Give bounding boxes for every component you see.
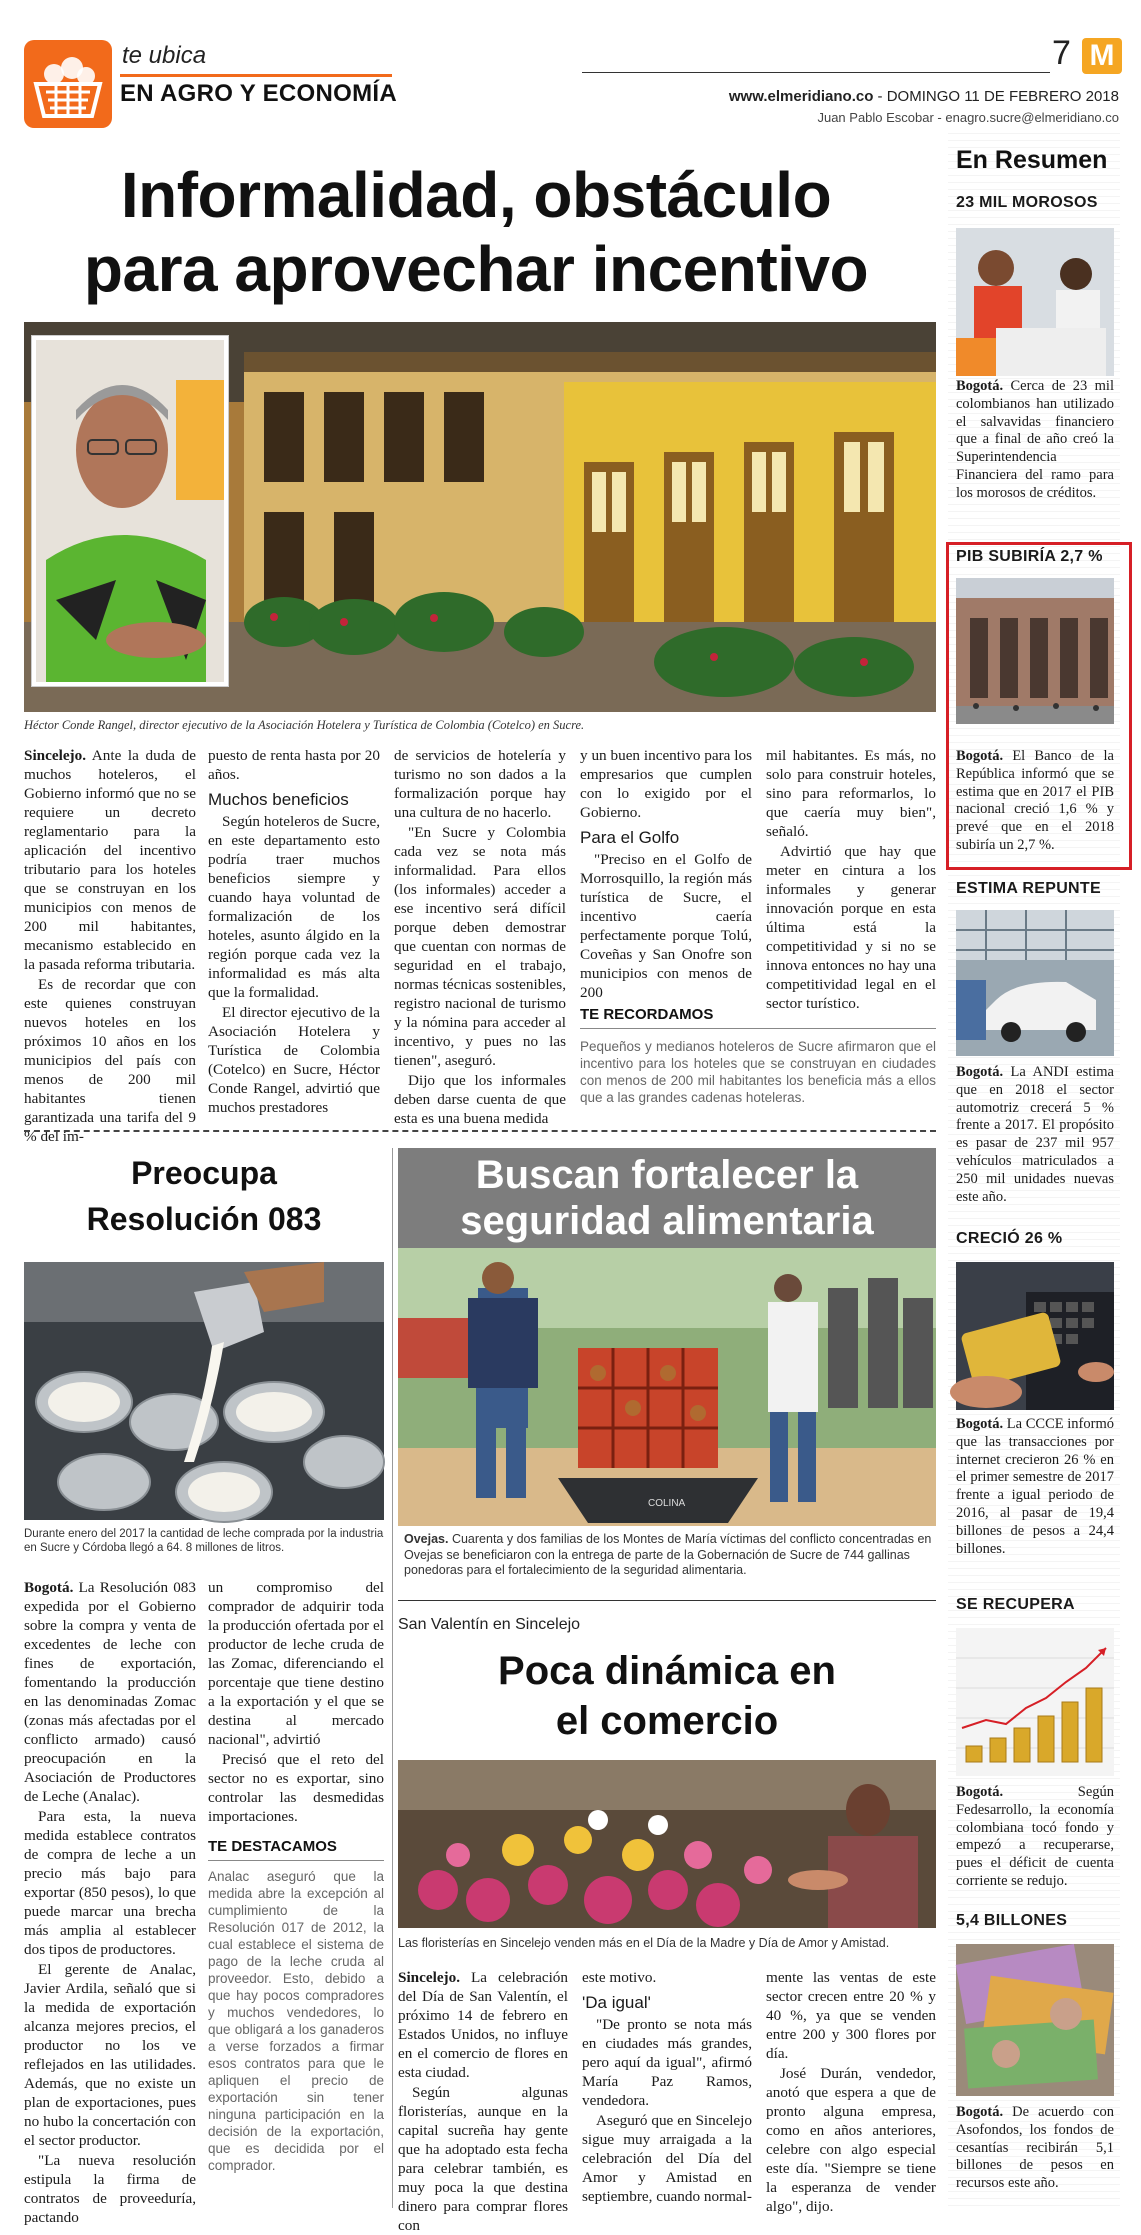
recordamos-text: Pequeños y medianos hoteleros de Sucre afirmaron que el incentivo para los hoteles que se construyan en ciudades con menos de 200 mil habitantes los beneficia más a ellos que a las grandes cadenas hoteleras. xyxy=(580,1039,936,1105)
preocupa-col1-p1: La Resolución 083 expedida por el Gobierno sobre la compra y venta de excedentes de leche con fines de exportación, fomentando la producción en las denominadas Zomac (zonas más afectadas por el conflicto armado) causó preocupación en la Asociación de Productores de Leche (Analac). xyxy=(24,1579,196,1805)
lead-col-3 xyxy=(394,746,566,1127)
valentin-rule xyxy=(398,1600,936,1601)
sidebar-item-1-image xyxy=(956,578,1114,724)
hens-photo xyxy=(398,1248,936,1526)
section-underline xyxy=(120,74,392,77)
preocupa-headline-line1: Preocupa xyxy=(131,1155,277,1191)
lead-col5-p1: mil habitantes. Es más, no solo para construir hoteles, sino para reformarlos, lo que caería muy bien", señaló. xyxy=(766,747,936,840)
sidebar-item-4-city: Bogotá. xyxy=(956,1784,1004,1800)
preocupa-col-1 xyxy=(24,1578,196,2226)
preocupa-col1-p2: Para esta, la nueva medida establece contratos de compra de leche a un precio más bajo para exportar (850 pesos), lo que puede marcar una brecha más amplia al establecer dos tipos de productores. xyxy=(24,1808,196,1958)
lead-col-2 xyxy=(208,746,380,1116)
lead-col1-p2: Es de recordar que con este quienes construyan nuevos hoteles en los próximos 10 años en los municipios del país con menos de 200 mil habitantes tienen garantizada una tarifa del 9 % del im- xyxy=(24,976,196,1145)
destacamos-title: TE DESTACAMOS xyxy=(208,1838,337,1855)
sidebar-item-5-city: Bogotá. xyxy=(956,2104,1004,2120)
lead-col2-p2: Según hoteleros de Sucre, en este departamento esto podría traer muchos beneficios siempre y cuando haya voluntad de formalización de los hoteles, asunto álgido en la región porque cada vez la informalidad es más alta que la formalidad. xyxy=(208,813,380,1001)
flowers-photo-caption: Las floristerías en Sincelejo venden más en el Día de la Madre y Día de Amor y Amistad. xyxy=(398,1936,890,1950)
preocupa-col2-p1: un compromiso del comprador de adquirir toda la producción ofertada por el productor de leche cruda de las Zomac, diferenciando el porcentaje que tiene destino a la exportación y el que se destina al mercado nacional", advirtió xyxy=(208,1579,384,1748)
sidebar-item-4-text xyxy=(956,1784,1114,1904)
sidebar-item-0-text xyxy=(956,378,1114,538)
byline: Juan Pablo Escobar - enagro.sucre@elmeridiano.co xyxy=(817,110,1119,125)
preocupa-col2-p2: Precisó que el reto del sector no es exportar, sino controlar las desmedidas importaciones. xyxy=(208,1751,384,1825)
sidebar-item-1-body: El Banco de la República informó que se estima que en 2017 el PIB nacional creció 1,6 % y prevé que en el 2018 subiría un 2,7 %. xyxy=(956,748,1114,853)
lead-col-1 xyxy=(24,746,196,1145)
sidebar-item-5-head: 5,4 BILLONES xyxy=(956,1912,1068,1929)
valentin-col-3 xyxy=(766,1968,936,2215)
sidebar-item-2-city: Bogotá. xyxy=(956,1064,1004,1080)
hens-photo-caption xyxy=(404,1532,934,1579)
lead-headline-line1: Informalidad, obstáculo xyxy=(120,159,832,231)
valentin-kicker: San Valentín en Sincelejo xyxy=(398,1616,581,1633)
valentin-col1-p1: La celebración del Día de San Valentín, el próximo 14 de febrero en Estados Unidos, no influye en el comercio de flores en esta ciudad. xyxy=(398,1969,568,2081)
valentin-col2-p3: Aseguró que en Sincelejo sigue muy arraigada a la celebración del Día del Amor y Amistad en septiembre, cuando normal- xyxy=(582,2112,752,2205)
sidebar-item-4-head: SE RECUPERA xyxy=(956,1596,1075,1613)
column-divider xyxy=(392,1148,393,2208)
milk-photo-caption: Durante enero del 2017 la cantidad de leche comprada por la industria en Sucre y Córdoba llegó a 64. 8 millones de litros. xyxy=(24,1528,384,1554)
sidebar-item-2-head: ESTIMA REPUNTE xyxy=(956,880,1101,897)
lead-headline-line2: para aprovechar incentivo xyxy=(83,233,869,305)
section-logo xyxy=(24,40,112,128)
preocupa-dateline: Bogotá. xyxy=(24,1579,74,1596)
lead-col2-p1: puesto de renta hasta por 20 años. xyxy=(208,747,380,783)
preocupa-col1-p3: El gerente de Analac, Javier Ardila, señaló que si la medida de exportación alcanza mejores precios, el productor no los ve reflejados en las utilidades. Además, que no existe un plan de exportaciones, pues no hubo la concertación con el sector productor. xyxy=(24,1961,196,2149)
recordamos-title: TE RECORDAMOS xyxy=(580,1006,714,1023)
preocupa-headline-line2: Resolución 083 xyxy=(86,1201,322,1237)
lead-subhead-golfo: Para el Golfo xyxy=(580,828,680,847)
portrait-inset xyxy=(32,336,228,686)
destacamos-rule xyxy=(208,1860,384,1861)
destacamos-text: Analac aseguró que la medida abre la excepción al cumplimiento de la Resolución 017 de 2012, la cual establece el sistema de pago de la leche cruda al proveedor. Esto, debido a que hay pocos compradores y muchos vendedores, lo que obligará a los ganaderos a verse forzados a firmar esos contratos para que le apliquen el precio de exportación sin tener ninguna participación en la decisión de la exportación, que es decidida por el comprador. xyxy=(208,1869,384,2173)
car-factory-image xyxy=(956,910,1114,1056)
sidebar-item-1-city: Bogotá. xyxy=(956,748,1004,764)
lead-col3-p2: "En Sucre y Colombia cada vez se nota más informalidad. Para ellos (los informales) acceder a ese incentivo será difícil porque deben demostrar que cuentan con normas de seguridad en el trabajo, normas técnicas sostenibles, registro nacional de turismo y la nómina para acceder al incentivo, y pues no las tienen", aseguró. xyxy=(394,824,566,1069)
sidebar-item-5-body: De acuerdo con Asofondos, los fondos de cesantías recibirán 5,1 billones de pesos en recursos este año. xyxy=(956,2104,1114,2192)
people-office-image xyxy=(956,228,1114,376)
valentin-col1-p2: Según algunas floristerías, aunque en la capital sucreña hay gente que ha adoptado esta fecha para celebrar también, es muy poca la que destina dinero para comprar flores con xyxy=(398,2084,568,2234)
header-rule xyxy=(582,72,1050,73)
bank-building-image xyxy=(956,578,1114,724)
sidebar-item-3-body: La CCCE informó que las transacciones por internet crecieron 26 % en el primer semestre de 2017 frente a igual periodo de 2016, al pasar de 19,4 billones de pesos a 24,4 billones. xyxy=(956,1416,1114,1557)
sidebar-item-3-image xyxy=(956,1262,1114,1410)
valentin-headline-line2: el comercio xyxy=(555,1699,779,1743)
flower-shop-image xyxy=(398,1760,936,1928)
seguridad-headline xyxy=(398,1148,936,1248)
sidebar-item-2-image xyxy=(956,910,1114,1056)
sidebar-item-1-text xyxy=(956,748,1114,860)
sidebar-item-3-head: CRECIÓ 26 % xyxy=(956,1230,1063,1247)
wheelbarrow-label: COLINA xyxy=(648,1498,686,1509)
valentin-subhead: 'Da igual' xyxy=(582,1993,651,2012)
sidebar-item-2-body: La ANDI estima que en 2018 el sector automotriz crecerá 5 % frente a 2017. El propósito es pasar de 237 mil 957 vehículos matriculados a 250 mil unidades nuevas este año. xyxy=(956,1064,1114,1205)
sidebar-item-5-text xyxy=(956,2104,1114,2204)
hens-caption-text: Cuarenta y dos familias de los Montes de María víctimas del conflicto concentradas en Ovejas se beneficiaron con la entrega de parte de la Gobernación de Sucre de 744 gallinas ponedoras para el fortalecimiento de la seguridad alimentaria. xyxy=(404,1532,932,1577)
valentin-headline-line1: Poca dinámica en xyxy=(498,1649,836,1693)
valentin-col-2 xyxy=(582,1968,752,2208)
sidebar-item-1-head: PIB SUBIRÍA 2,7 % xyxy=(956,548,1103,565)
seguridad-headline-line2: seguridad alimentaria xyxy=(460,1199,874,1243)
sidebar-item-3-text xyxy=(956,1416,1114,1586)
date: - DOMINGO 11 DE FEBRERO 2018 xyxy=(873,88,1119,105)
recordamos-rule xyxy=(580,1028,936,1029)
lead-photo xyxy=(24,322,936,712)
valentin-dateline: Sincelejo. xyxy=(398,1969,461,1986)
lead-col4-p1: y un buen incentivo para los empresarios que cumplen con lo exigido por el Gobierno. xyxy=(580,747,752,821)
sidebar-item-4-body: Según Fedesarrollo, la economía colombiana tocó fondo y empezó a recuperarse, pues el déficit de cuenta corriente se redujo. xyxy=(956,1784,1114,1889)
hens-delivery-image xyxy=(398,1248,936,1526)
lead-col3-p3: Dijo que los informales deben darse cuenta de que esta es una buena medida xyxy=(394,1072,566,1127)
sidebar-item-2-text xyxy=(956,1064,1114,1224)
flowers-photo xyxy=(398,1760,936,1928)
valentin-col3-p2: José Durán, vendedor, anotó que espera a que de pronto alguna empresa, como en años anteriores, celebre con algo especial este día. "Siempre se tiene la esperanza de vender algo", dijo. xyxy=(766,2065,936,2215)
section-top-label: te ubica xyxy=(122,42,207,69)
lead-col2-p3: El director ejecutivo de la Asociación Hotelera y Turística de Colombia (Cotelco) en Sucre, Héctor Conde Rangel, advirtió que muchos prestadores xyxy=(208,1004,380,1116)
section-title: EN AGRO Y ECONOMÍA xyxy=(120,80,397,107)
lead-photo-caption: Héctor Conde Rangel, director ejecutivo de la Asociación Hotelera y Turística de Colombia (Cotelco) en Sucre. xyxy=(24,718,585,732)
banknotes-image xyxy=(956,1944,1114,2096)
lead-col1-p1: Ante la duda de muchos hoteleros, el Gobierno informó que no se requiere un decreto reglamentario para la aplicación del incentivo tributario para los hoteles que se construyan en los municipios con menos de 200 mil habitantes, mecanismo establecido en la pasada reforma tributaria. xyxy=(24,747,196,973)
valentin-col2-p2: "De pronto se nota más en ciudades más grandes, pero aquí da igual", afirmó María Paz Ramos, vendedora. xyxy=(582,2016,752,2109)
lead-col3-p1: de servicios de hotelería y turismo no son dados a la formalización porque hay una cultura de no hacerlo. xyxy=(394,747,566,821)
valentin-col-1 xyxy=(398,1968,568,2234)
valentin-headline xyxy=(398,1646,936,1746)
lead-col-5 xyxy=(766,746,936,1012)
credit-card-keyboard-image xyxy=(956,1262,1114,1410)
sidebar-item-4-image xyxy=(956,1628,1114,1776)
dateline xyxy=(729,88,1119,105)
valentin-col2-p1: este motivo. xyxy=(582,1969,657,1986)
preocupa-headline xyxy=(24,1150,384,1242)
seguridad-headline-line1: Buscan fortalecer la xyxy=(475,1153,859,1197)
sidebar-title: En Resumen xyxy=(956,146,1108,174)
brand-logo xyxy=(1082,38,1122,74)
section-divider xyxy=(24,1130,936,1132)
milk-photo xyxy=(24,1262,384,1520)
hens-caption-lead: Ovejas. xyxy=(404,1532,449,1546)
sidebar-item-0-city: Bogotá. xyxy=(956,378,1004,394)
portrait-image xyxy=(36,340,224,682)
milk-cans-image xyxy=(24,1262,384,1520)
coins-growth-image xyxy=(956,1628,1114,1776)
lead-col5-p2: Advirtió que hay que meter en cintura a los informales y generar innovación porque en esta última está la competitividad y si no se innova entonces no hay una competitividad legal en el sector turístico. xyxy=(766,843,936,1012)
lead-col-4 xyxy=(580,746,752,1001)
sidebar-item-0-body: Cerca de 23 mil colombianos han utilizado el salvavidas financiero que a final de año creó la Superintendencia Financiera del ramo para los morosos de créditos. xyxy=(956,378,1114,501)
website-link[interactable]: www.elmeridiano.co xyxy=(728,88,874,105)
sidebar-item-0-head: 23 MIL MOROSOS xyxy=(956,194,1098,211)
brand-logo-letter: M xyxy=(1089,39,1115,72)
lead-headline xyxy=(26,158,926,306)
page-number: 7 xyxy=(1052,34,1071,72)
basket-icon xyxy=(24,40,112,128)
lead-col4-p2: "Preciso en el Golfo de Morrosquillo, la región más turística de Sucre, el incentivo caería perfectamente porque Tolú, Coveñas y San Onofre son municipios con menos de 200 xyxy=(580,851,752,1001)
sidebar-item-5-image xyxy=(956,1944,1114,2096)
preocupa-col1-p4: "La nueva resolución estipula la firma de contratos de proveeduría, pactando xyxy=(24,2152,196,2226)
sidebar-item-3-city: Bogotá. xyxy=(956,1416,1004,1432)
sidebar-item-0-image xyxy=(956,228,1114,376)
lead-dateline: Sincelejo. xyxy=(24,747,87,764)
preocupa-col-2 xyxy=(208,1578,384,1828)
valentin-col3-p1: mente las ventas de este sector crecen entre 20 % y 40 %, ya que se venden entre 200 y 300 flores por día. xyxy=(766,1969,936,2062)
lead-subhead-beneficios: Muchos beneficios xyxy=(208,790,349,809)
